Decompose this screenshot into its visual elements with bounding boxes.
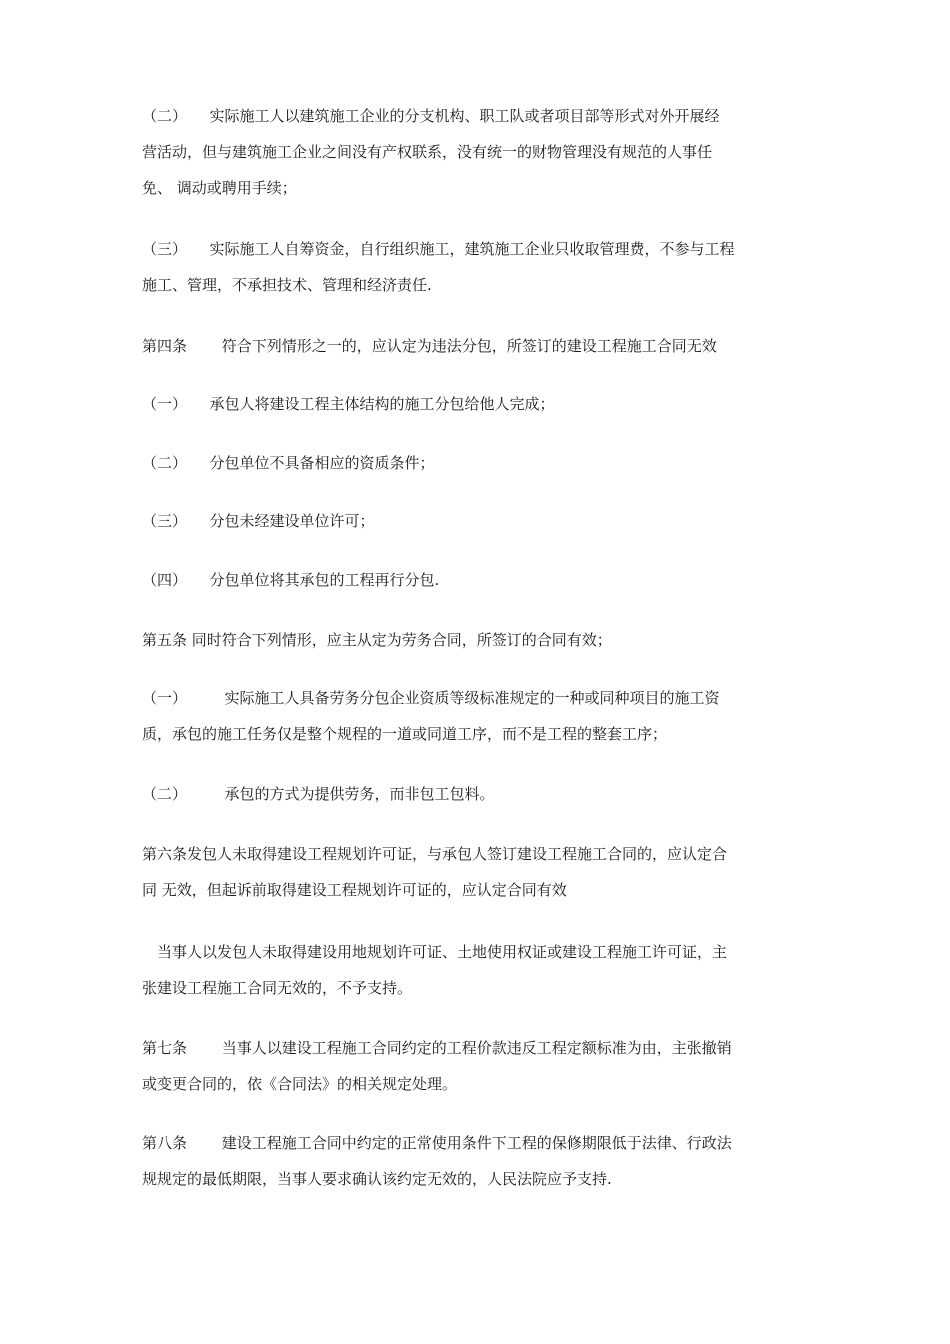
text-line: （四） 分包单位将其承包的工程再行分包. <box>142 571 440 589</box>
text-line: （二） 承包的方式为提供劳务，而非包工包料。 <box>142 785 495 803</box>
text-line: 或变更合同的，依《合同法》的相关规定处理。 <box>142 1075 458 1093</box>
text-line: （二） 实际施工人以建筑施工企业的分支机构、职工队或者项目部等形式对外开展经 <box>142 107 720 125</box>
text-line: （二） 分包单位不具备相应的资质条件； <box>142 454 435 472</box>
text-line: 张建设工程施工合同无效的，不予支持。 <box>142 979 413 997</box>
text-line: 第四条 符合下列情形之一的，应认定为违法分包，所签订的建设工程施工合同无效 <box>142 337 717 355</box>
text-line: 营活动，但与建筑施工企业之间没有产权联系，没有统一的财物管理没有规范的人事任 <box>142 143 713 161</box>
text-line: （三） 实际施工人自筹资金，自行组织施工，建筑施工企业只收取管理费，不参与工程 <box>142 240 735 258</box>
text-line: 第五条 同时符合下列情形，应主从定为劳务合同，所签订的合同有效； <box>142 631 612 649</box>
text-line: 质，承包的施工任务仅是整个规程的一道或同道工序，而不是工程的整套工序； <box>142 725 668 743</box>
article-7 <box>142 1030 822 1102</box>
text-line: 第七条 当事人以建设工程施工合同约定的工程价款违反工程定额标准为由，主张撤销 <box>142 1039 732 1057</box>
text-line: 第六条发包人未取得建设工程规划许可证，与承包人签订建设工程施工合同的，应认定合 <box>142 845 728 863</box>
article-5-item-2 <box>142 776 822 812</box>
text-line: 当事人以发包人未取得建设用地规划许可证、土地使用权证或建设工程施工许可证，主 <box>142 943 728 961</box>
article-4-item-4 <box>142 562 822 598</box>
article-4-item-2 <box>142 445 822 481</box>
text-line: 免、 调动或聘用手续； <box>142 179 297 197</box>
article-6-paragraph-2 <box>142 934 822 1006</box>
article-8 <box>142 1125 822 1197</box>
article-4-item-3 <box>142 503 822 539</box>
text-line: （三） 分包未经建设单位许可； <box>142 512 375 530</box>
article-6 <box>142 836 822 908</box>
paragraph-3-self-funded <box>142 231 822 303</box>
text-line: 施工、管理，不承担技术、管理和经济责任. <box>142 276 432 294</box>
article-4-item-1 <box>142 386 822 422</box>
text-line: 第八条 建设工程施工合同中约定的正常使用条件下工程的保修期限低于法律、行政法 <box>142 1134 732 1152</box>
paragraph-2-actual-builder-branch <box>142 98 822 206</box>
article-5-item-1 <box>142 680 822 752</box>
text-line: 规规定的最低期限，当事人要求确认该约定无效的，人民法院应予支持. <box>142 1170 612 1188</box>
text-line: （一） 承包人将建设工程主体结构的施工分包给他人完成； <box>142 395 555 413</box>
text-line: （一） 实际施工人具备劳务分包企业资质等级标准规定的一种或同种项目的施工资 <box>142 689 720 707</box>
text-line: 同 无效，但起诉前取得建设工程规划许可证的，应认定合同有效 <box>142 881 567 899</box>
article-5-heading <box>142 622 822 658</box>
article-4-heading <box>142 328 822 364</box>
